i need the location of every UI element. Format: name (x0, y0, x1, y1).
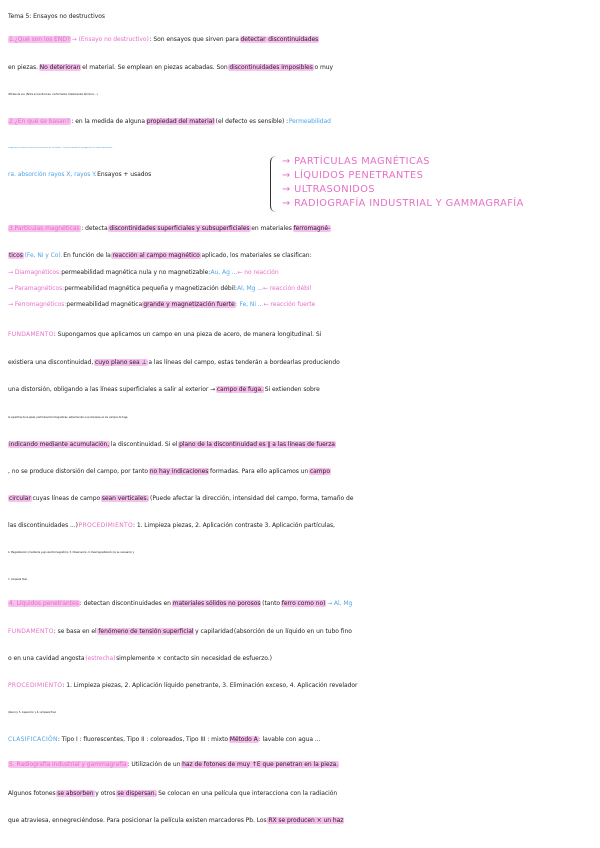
s4-class-line (8, 733, 598, 747)
fund1-line-7 (8, 492, 598, 506)
class-row-paramagnetic (8, 282, 598, 297)
s4-highlight: ferro como no) (281, 600, 326, 607)
s1-text: en piezas. (8, 64, 38, 71)
s5-line-3 (8, 814, 598, 828)
s3-text: En función de la (63, 252, 111, 259)
s4-proc-line-1 (8, 679, 598, 693)
fund1-text: existiera una discontinuidad, (8, 359, 94, 366)
test-list-item: → PARTÍCULAS MAGNÉTICAS (282, 156, 430, 167)
s5-text: : Utilización de un (127, 761, 181, 768)
s5-line-1 (8, 758, 598, 772)
s4-highlight: fenómeno de tensión superficial (98, 628, 194, 635)
fund1-highlight: circular (9, 495, 31, 502)
fund1-highlight: campo (309, 468, 330, 475)
s2-heading: 2.¿En qué se basan? (9, 118, 70, 125)
s1-highlight: discontinuidades (268, 36, 319, 43)
fund1-label: FUNDAMENTO (8, 331, 54, 338)
class-label: → Ferromagnéticos: (8, 301, 67, 308)
fund1-highlight: indicando mediante acumulación, (9, 441, 110, 448)
s3-blue-text: (Fe, Ni y Co). (24, 252, 63, 259)
fund1-text: la discontinuidad. Si el (110, 441, 178, 448)
fund1-highlight: campo de fuga. (216, 386, 264, 393)
s2-blue-text: Permeabilidad (288, 118, 331, 125)
s5-text: y otros (95, 790, 116, 797)
s1-text: : Son ensayos que sirven para (149, 36, 239, 43)
s5-text: que atraviesa, ennegreciéndose. Para posicionar la película existen marcadores Pb. Los (8, 817, 267, 824)
s4-highlight: materiales sólidos no porosos (172, 600, 261, 607)
fund1-line-8 (8, 519, 598, 533)
class-label: → Paramagnéticos: (8, 285, 65, 292)
s4-pink-text: (estrecha) (85, 655, 116, 662)
s2-text: (el defecto es sensible) : (215, 118, 289, 125)
test-list-item: → ULTRASONIDOS (282, 184, 375, 195)
s4-text: : Tipo I : fluorescentes, Tipo II : coloreados, Tipo III : mixto (57, 736, 228, 743)
s1-heading: 1.¿Qué son los END? (9, 36, 71, 43)
s4-proc-line-2: (blanco), 5. Inspección y 6. Limpieza final. (8, 711, 57, 714)
s4-text: : se basa en el (53, 628, 97, 635)
procedure-label: PROCEDIMIENTO (78, 522, 133, 529)
fund1-line-1 (8, 328, 598, 342)
class-text: permeabilidad magnética nula y no magnetizable: (61, 269, 211, 276)
fund1-line-10: 7. Limpieza final. (8, 578, 28, 581)
s5-line-2 (8, 787, 598, 801)
class-note: ← reacción fuerte (263, 301, 316, 308)
class-note: ← no reacción (237, 269, 279, 276)
s3-heading: 3.Partículas magnéticas (9, 225, 80, 232)
s4-blue-text: → Al, Mg (327, 600, 353, 607)
title-rest: : Ensayos no destructivos (29, 13, 105, 20)
list-brace (270, 156, 279, 212)
s2-blue-text: ra. absorción rayos X, rayos Y. (8, 171, 97, 178)
s2-line-2: magnética, resistencia eléctrica, penetración de un líquido × tensión superficial, propagación de ondas ultrasonidos (8, 147, 113, 149)
s5-highlight: haz de fotones de muy ↑E que penetran en la pieza. (182, 761, 339, 768)
s4-text: : lavable con agua ... (258, 736, 321, 743)
s4-text: simplemente × contacto sin necesidad de esfuerzo.) (116, 655, 272, 662)
s4-highlight: Método A (229, 736, 258, 743)
s1-arrow: → (Ensayo no destructivo) (71, 36, 149, 43)
s1-line-3: difíciles de ver. (Fallos en fundiciones, conformados, tratamientos térmicos ...). (8, 93, 99, 96)
procedure-label: PROCEDIMIENTO (8, 682, 63, 689)
classification-label: CLASIFICACIÓN (8, 736, 58, 743)
s3-highlight: ticos (9, 252, 23, 259)
test-list-item: → RADIOGRAFÍA INDUSTRIAL Y GAMMAGRAFÍA (282, 198, 524, 209)
class-note: ← reacción débil (262, 285, 312, 292)
s4-fund-line-1 (8, 625, 598, 639)
fund1-text: : 1. Limpieza piezas, 2. Aplicación contraste 3. Aplicación partículas, (133, 522, 335, 529)
s1-highlight: No deterioran (39, 64, 81, 71)
class-example: : Fe, Ni ... (235, 301, 264, 308)
fund1-text: , no se produce distorsión del campo, por tanto (8, 468, 149, 475)
class-row-diamagnetic (8, 266, 598, 281)
class-row-ferromagnetic (8, 298, 598, 313)
s4-text: (absorción de un líquido en un tubo fino (233, 628, 352, 635)
class-text: permeabilidad magnética pequeña y magnetización débil: (64, 285, 237, 292)
fund1-highlight: cuyo plano sea ⊥ (95, 359, 147, 366)
class-text: permeabilidad magnética (66, 301, 143, 308)
s1-line-2 (8, 61, 598, 75)
s5-highlight: se dispersan. (117, 790, 157, 797)
s3-highlight: reacción al campo magnético (112, 252, 200, 259)
fund1-highlight: sean verticales. (101, 495, 149, 502)
class-example: Al, Mg ... (237, 285, 263, 292)
fund1-text: formadas. Para ello aplicamos un (210, 468, 309, 475)
fund1-line-2 (8, 356, 598, 370)
fund1-text: Si extienden sobre (264, 386, 320, 393)
s3-text: en materiales (251, 225, 292, 232)
s2-line-1 (8, 115, 598, 129)
s4-text: o en una cavidad angosta (8, 655, 85, 662)
test-list-item: → LÍQUIDOS PENETRANTES (282, 170, 424, 181)
s3-line-1 (8, 222, 598, 236)
s4-text: y capilaridad (195, 628, 234, 635)
fund2-label: FUNDAMENTO (8, 628, 54, 635)
s5-highlight: RX se producen × un haz (268, 817, 344, 824)
s5-heading: 5. Radiografía industrial y gammagrafía (9, 761, 127, 768)
s2-text: : en la medida de alguna (71, 118, 146, 125)
fund1-highlight: no hay indicaciones (149, 468, 209, 475)
s4-text: (tanto (262, 600, 281, 607)
s4-heading: 4. Líquidos penetrantes (9, 600, 79, 607)
fund1-text: una distorsión, obligando a las líneas superficiales a salir al exterior → (8, 386, 216, 393)
s5-highlight: se absorben (57, 790, 94, 797)
s4-text: : detectan discontinuidades en (79, 600, 171, 607)
fund1-text: las discontinuidades ...) (8, 522, 78, 529)
s1-text: o muy (314, 64, 334, 71)
s1-text: el material. Se emplean en piezas acabadas. Son (82, 64, 228, 71)
fund1-text: (Puede afectar la dirección, intensidad del campo, forma, tamaño de (150, 495, 354, 502)
class-label: → Diamagnéticos: (8, 269, 62, 276)
class-example: Au, Ag ... (210, 269, 238, 276)
fund1-text: a las líneas del campo, estas tenderán a bordearlas produciendo (148, 359, 340, 366)
title-prefix: Tema 5 (8, 13, 30, 20)
fund1-text: cuyas líneas de campo (32, 495, 101, 502)
fund1-line-6 (8, 465, 598, 479)
s1-highlight: detectar (240, 36, 266, 43)
s3-text: : detecta (81, 225, 108, 232)
s3-highlight: discontinidades superficiales y subsuperficiales (109, 225, 250, 232)
fund1-text: : Supongamos que aplicamos un campo en una pieza de acero, de manera longitudinal. Si (53, 331, 322, 338)
s5-text: Algunos fotones (8, 790, 56, 797)
s4-line-1 (8, 597, 598, 611)
s2-text: Ensayos + usados (97, 171, 152, 178)
s4-text: : 1. Limpieza piezas, 2. Aplicación líquido penetrante, 3. Eliminación exceso, 4. Aplicación revelador (62, 682, 358, 689)
s3-text: aplicado, los materiales se clasifican: (201, 252, 312, 259)
fund1-line-9: 4. Magnetización (mediante yugo electromagnético), 5. Observación, 6. Desmagnetización (si es necesario) y (8, 551, 135, 554)
s1-line-1 (8, 33, 598, 47)
fund1-line-4: la superficie de la pieza, partículas ferromagnéticas, estas tienden a acumularse en los campos de fuga, (8, 416, 129, 419)
fund1-line-3 (8, 383, 598, 397)
fund1-highlight: plano de la discontinuidad es ∥ a las líneas de fuerza (179, 441, 335, 448)
s3-line-2 (8, 249, 598, 263)
page-title (8, 10, 598, 24)
s5-text: Se colocan en una película que interacciona con la radiación (158, 790, 338, 797)
s3-highlight: ferromagné- (293, 225, 331, 232)
s2-highlight: propiedad del material (146, 118, 214, 125)
class-highlight: grande y magnetización fuerte (143, 301, 235, 308)
s4-fund-line-2 (8, 652, 598, 666)
s1-highlight: discontinuidades imposibles (229, 64, 313, 71)
fund1-line-5 (8, 438, 598, 452)
